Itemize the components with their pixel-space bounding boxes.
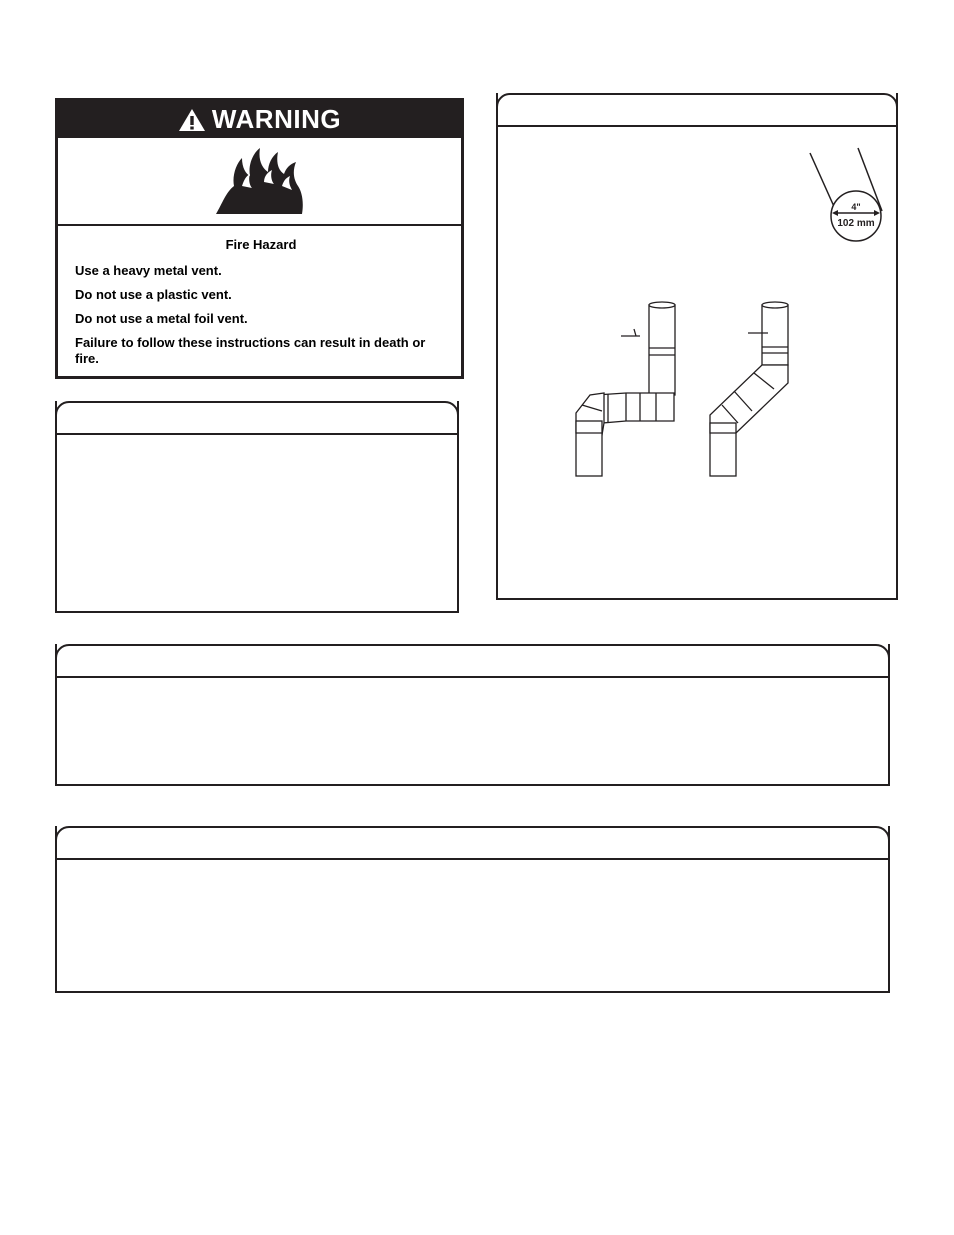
info-panel-wide-1 [55, 644, 890, 786]
warning-header-label: WARNING [211, 104, 342, 134]
warning-line-2: Do not use a plastic vent. [75, 287, 232, 302]
panel-tab [55, 644, 890, 678]
flame-icon [212, 146, 308, 216]
warning-line-1: Use a heavy metal vent. [75, 263, 222, 278]
info-panel-wide-2 [55, 826, 890, 993]
vent-diameter-inch: 4" [851, 202, 861, 212]
warning-triangle-icon [178, 108, 206, 132]
vent-diagram [498, 93, 900, 600]
warning-header [58, 101, 461, 138]
warning-box [55, 98, 464, 379]
flame-area [58, 138, 461, 226]
vent-diameter-mm: 102 mm [837, 218, 875, 229]
vent-elbow-illustration [576, 302, 675, 476]
info-panel-left [55, 401, 459, 613]
warning-title: Fire Hazard [225, 237, 297, 252]
panel-tab [55, 401, 459, 435]
warning-line-3: Do not use a metal foil vent. [75, 311, 248, 326]
vent-offset-illustration [710, 302, 788, 476]
panel-tab [55, 826, 890, 860]
warning-line-4: Failure to follow these instructions can result in death or fire. [75, 335, 426, 366]
warning-body [75, 237, 447, 375]
vent-panel [496, 93, 898, 600]
